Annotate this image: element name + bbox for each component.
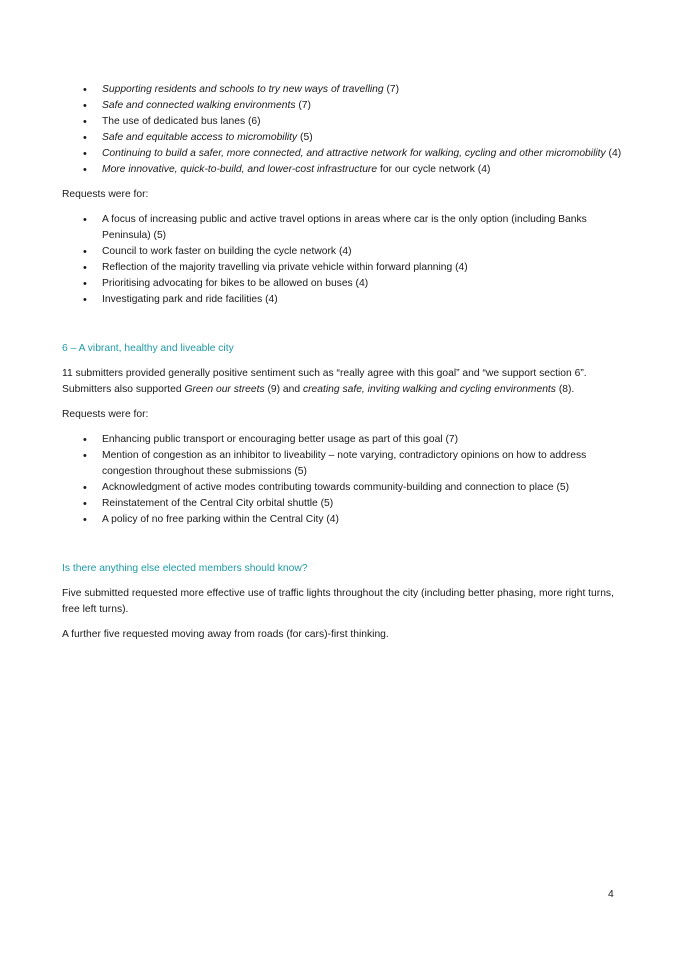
goals-bullet-list bbox=[62, 82, 622, 178]
list-item: • Council to work faster on building the cycle network (4) bbox=[62, 244, 622, 260]
requests-bullet-list bbox=[62, 212, 622, 308]
requests-intro: Requests were for: bbox=[62, 409, 149, 420]
list-item: • Investigating park and ride facilities (4) bbox=[62, 292, 622, 308]
list-item: • The use of dedicated bus lanes (6) bbox=[62, 114, 622, 130]
list-item: • Prioritising advocating for bikes to be allowed on buses (4) bbox=[62, 276, 622, 292]
list-item: • Enhancing public transport or encouraging better usage as part of this goal (7) bbox=[62, 432, 622, 448]
section-6-heading: 6 – A vibrant, healthy and liveable city bbox=[62, 343, 234, 354]
section-6-requests-list bbox=[62, 432, 622, 528]
list-item: • Safe and equitable access to micromobility (5) bbox=[62, 130, 622, 146]
list-item: • Reflection of the majority travelling via private vehicle within forward planning (4) bbox=[62, 260, 622, 276]
document-page bbox=[62, 82, 622, 643]
elected-members-heading: Is there anything else elected members should know? bbox=[62, 563, 308, 574]
list-item: • Acknowledgment of active modes contributing towards community-building and connection to place (5) bbox=[62, 480, 622, 496]
list-item: • Safe and connected walking environments (7) bbox=[62, 98, 622, 114]
roads-first-paragraph: A further five requested moving away from roads (for cars)-first thinking. bbox=[62, 629, 389, 640]
list-item: • Reinstatement of the Central City orbital shuttle (5) bbox=[62, 496, 622, 512]
list-item: • Supporting residents and schools to try new ways of travelling (7) bbox=[62, 82, 622, 98]
list-item: • Mention of congestion as an inhibitor to liveability – note varying, contradictory opinions on how to address congestion throughout these submissions (5) bbox=[62, 448, 622, 480]
page-number: 4 bbox=[608, 889, 614, 900]
list-item: • A focus of increasing public and active travel options in areas where car is the only option (including Banks Peninsula) (5) bbox=[62, 212, 622, 244]
traffic-lights-paragraph: Five submitted requested more effective use of traffic lights throughout the city (including better phasing, more right turns, free left turns). bbox=[62, 588, 614, 615]
requests-intro: Requests were for: bbox=[62, 189, 149, 200]
section-6-paragraph: 11 submitters provided generally positive sentiment such as “really agree with this goal” and “we support section 6”. Submitters also supported Green our streets (9) and creating safe, inviting walking and cycling environments (8). bbox=[62, 368, 587, 395]
list-item: • More innovative, quick-to-build, and lower-cost infrastructure for our cycle network (4) bbox=[62, 162, 622, 178]
list-item: • Continuing to build a safer, more connected, and attractive network for walking, cycling and other micromobility (4) bbox=[62, 146, 622, 162]
list-item: • A policy of no free parking within the Central City (4) bbox=[62, 512, 622, 528]
